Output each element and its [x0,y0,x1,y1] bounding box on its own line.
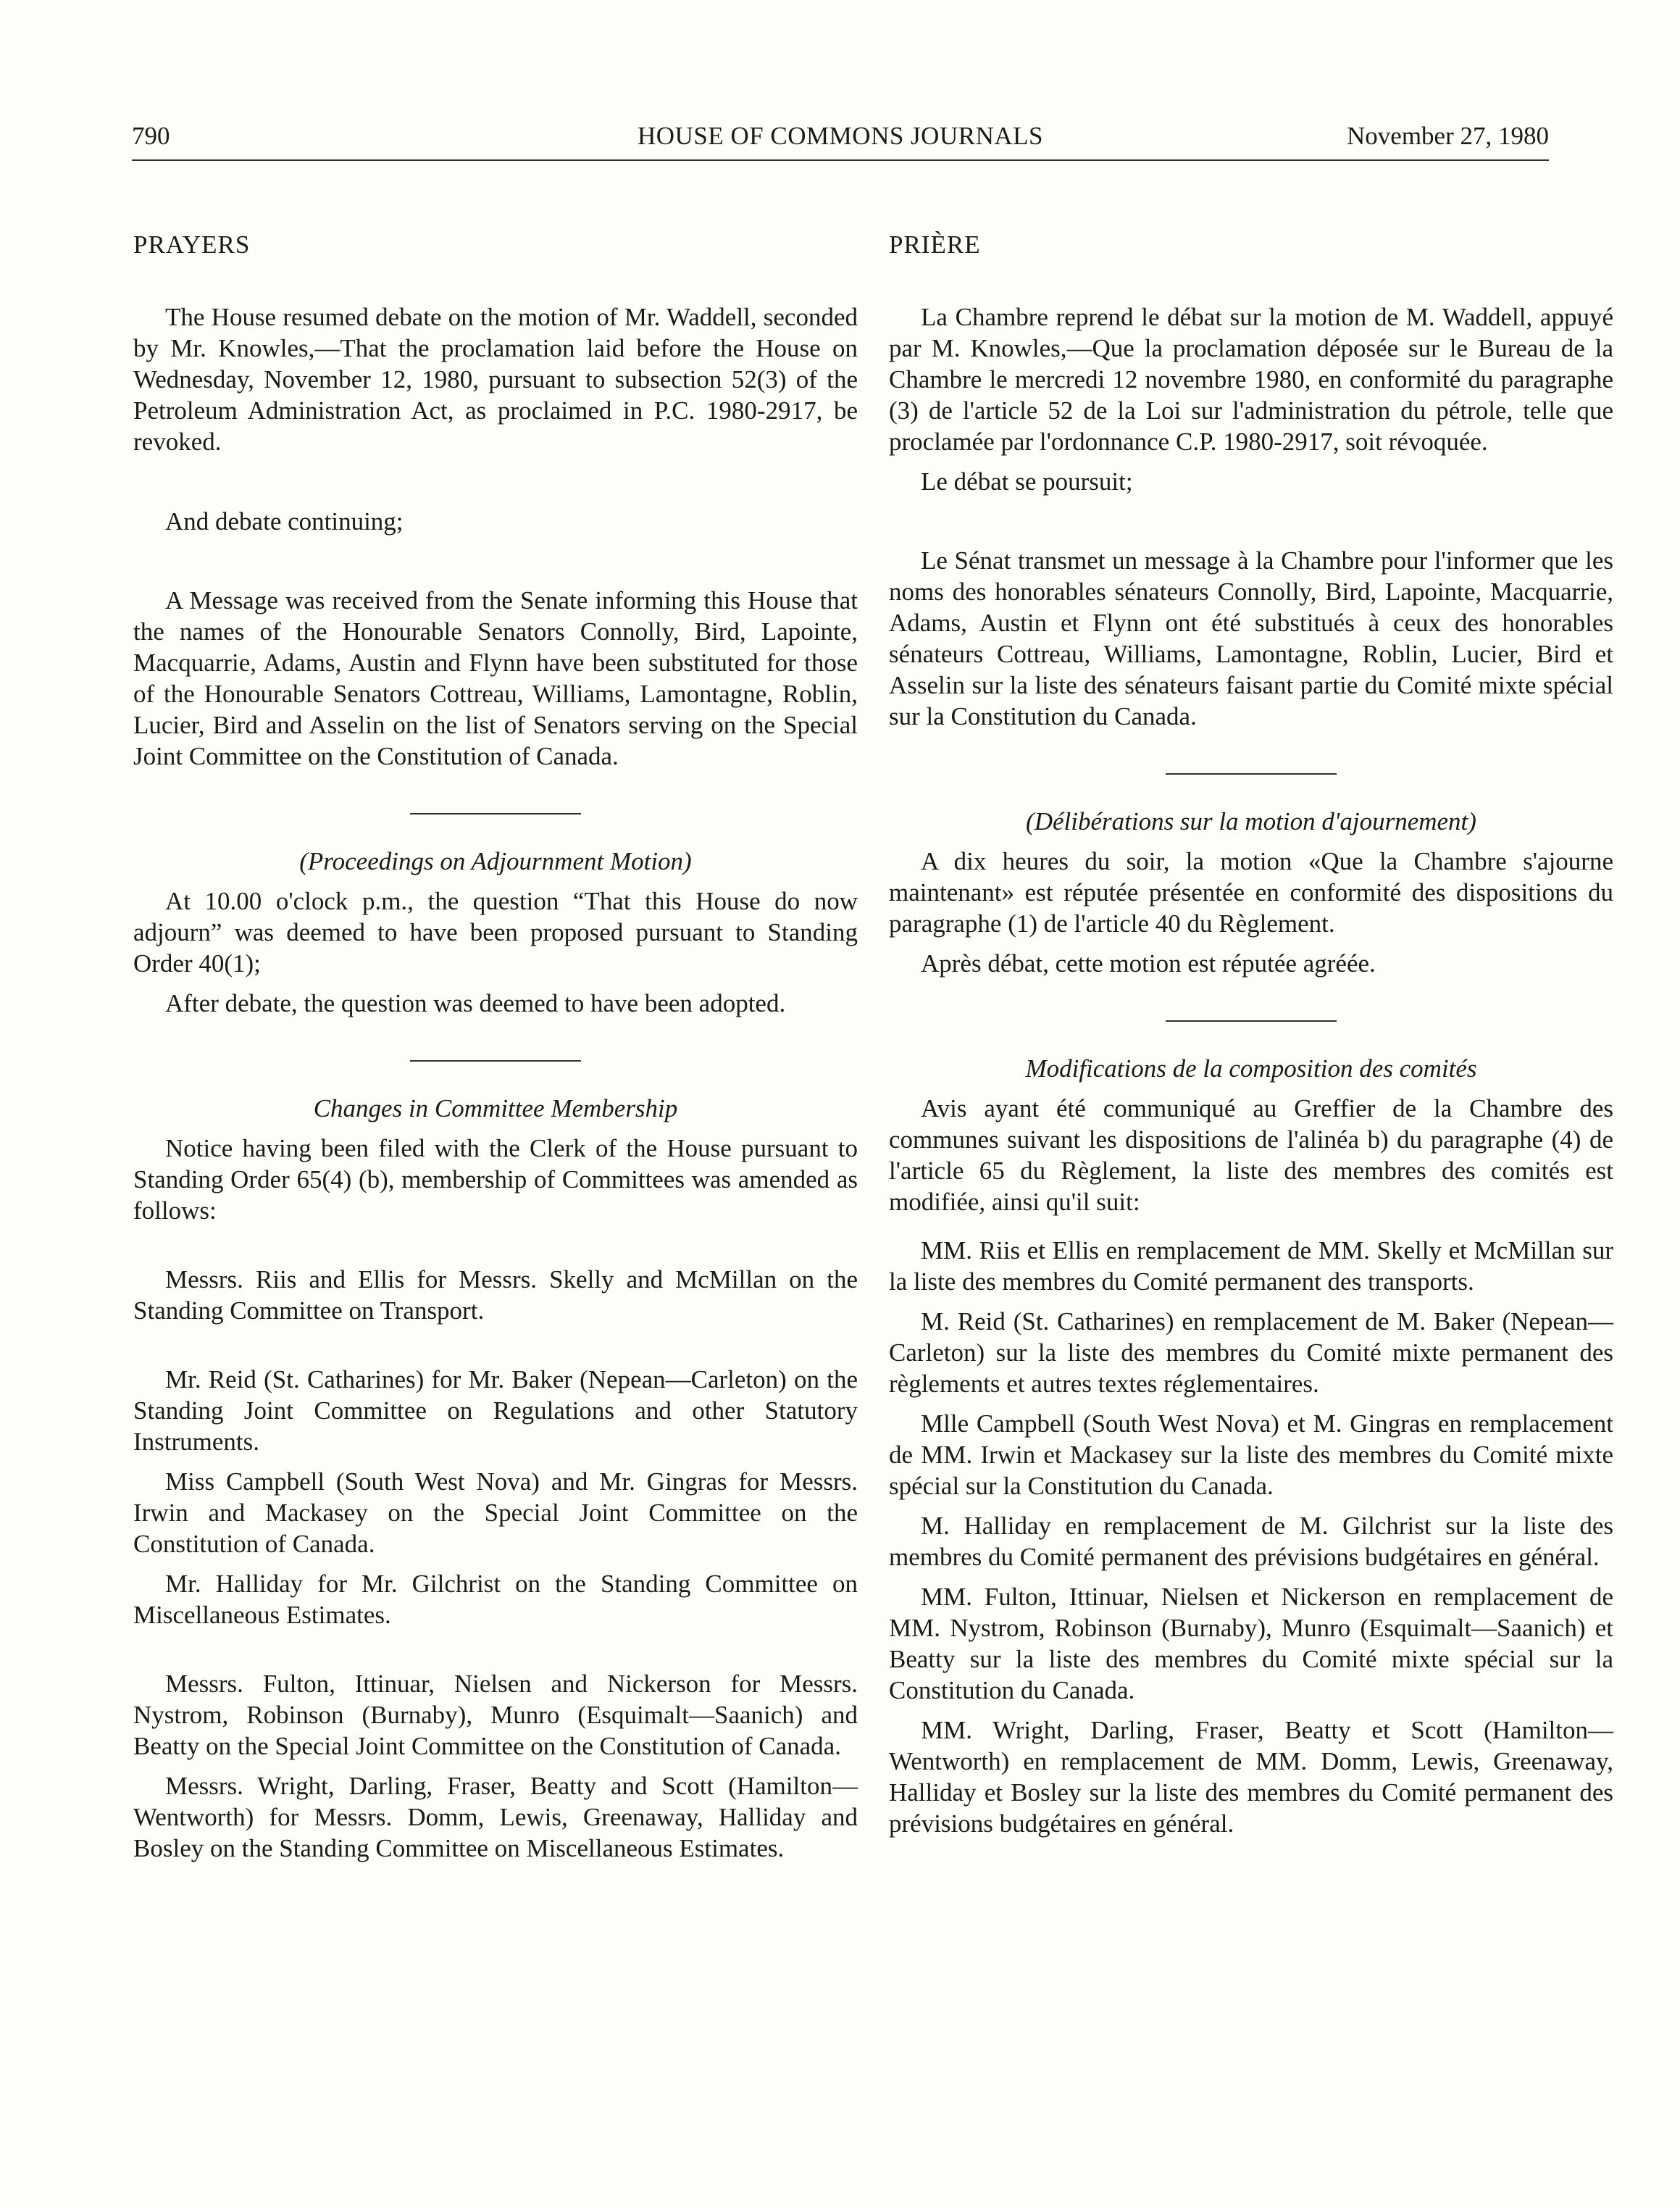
committee-change: M. Reid (St. Catharines) en remplacement de M. Baker (Nepean—Carleton) sur la liste des membres du Comité mixte permanent des règlements et autres textes réglementaires. [889,1307,1613,1398]
committee-change: Messrs. Wright, Darling, Fraser, Beatty and Scott (Hamilton—Wentworth) for Messrs. Domm, Lewis, Greenaway, Halliday and Bosley on the Standing Committee on Miscellaneous Estimates. [133,1772,858,1862]
french-column [889,217,1613,1839]
committee-change: Mlle Campbell (South West Nova) et M. Gingras en remplacement de MM. Irwin et Mackasey sur la liste des membres du Comité mixte spécial sur la Constitution du Canada. [889,1409,1613,1500]
committee-change: MM. Riis et Ellis en remplacement de MM. Skelly et McMillan sur la liste des membres du Comité permanent des transports. [889,1236,1613,1296]
committee-heading: Changes in Committee Membership [313,1094,678,1122]
committee-notice: Avis ayant été communiqué au Greffier de la Chambre des communes suivant les dispositions de l'alinéa b) du paragraphe (4) de l'article 65 du Règlement, la liste des membres des comités est modifiée, ainsi qu'il suit: [889,1094,1613,1216]
adjournment-heading: (Délibérations sur la motion d'ajournement) [1026,807,1476,836]
journal-title: HOUSE OF COMMONS JOURNALS [638,122,1043,150]
committee-notice: Notice having been filed with the Clerk of the House pursuant to Standing Order 65(4) (b), membership of Committees was amended as follows: [133,1134,858,1225]
adjournment-heading: (Proceedings on Adjournment Motion) [299,847,692,875]
section-divider [1166,1020,1337,1022]
committee-change: Messrs. Fulton, Ittinuar, Nielsen and Nickerson for Messrs. Nystrom, Robinson (Burnaby), Munro (Esquimalt—Saanich) and Beatty on the Special Joint Committee on the Constitution of Canada. [133,1670,858,1760]
page-header [132,122,1549,161]
committee-change: MM. Fulton, Ittinuar, Nielsen et Nickerson en remplacement de MM. Nystrom, Robinson (Burnaby), Munro (Esquimalt—Saanich) et Beatty sur la liste des membres du Comité mixte spécial sur la Constitution du Canada. [889,1583,1613,1704]
page-number: 790 [132,122,170,150]
section-divider [1166,773,1337,775]
adjournment-result: After debate, the question was deemed to have been adopted. [165,989,786,1017]
journal-date: November 27, 1980 [1347,122,1549,150]
english-column [133,217,858,1864]
motion-paragraph: La Chambre reprend le débat sur la motion de M. Waddell, appuyé par M. Knowles,—Que la proclamation déposée sur le Bureau de la Chambre le mercredi 12 novembre 1980, en conformité du paragraphe (3) de l'article 52 de la Loi sur l'administration du pétrole, telle que proclamée par l'ordonnance C.P. 1980-2917, soit révoquée. [889,303,1613,456]
section-divider [410,813,581,815]
section-divider [410,1060,581,1062]
committee-heading: Modifications de la composition des comités [1025,1054,1477,1083]
prayers-heading: PRAYERS [133,230,251,259]
committee-change: Mr. Reid (St. Catharines) for Mr. Baker (Nepean—Carleton) on the Standing Joint Committee on Regulations and other Statutory Instruments. [133,1365,858,1456]
motion-paragraph: The House resumed debate on the motion of Mr. Waddell, seconded by Mr. Knowles,—That the proclamation laid before the House on Wednesday, November 12, 1980, pursuant to subsection 52(3) of the Petroleum Administration Act, as proclaimed in P.C. 1980-2917, be revoked. [133,303,858,456]
senate-message: A Message was received from the Senate informing this House that the names of the Honourable Senators Connolly, Bird, Lapointe, Macquarrie, Adams, Austin and Flynn have been substituted for those of the Honourable Senators Cottreau, Williams, Lamontagne, Roblin, Lucier, Bird and Asselin on the list of Senators serving on the Special Joint Committee on the Constitution of Canada. [133,586,858,770]
senate-message: Le Sénat transmet un message à la Chambre pour l'informer que les noms des honorables sénateurs Connolly, Bird, Lapointe, Macquarrie, Adams, Austin et Flynn ont été substitués à ceux des honorables sénateurs Cottreau, Williams, Lamontagne, Roblin, Lucier, Bird et Asselin sur la liste des sénateurs faisant partie du Comité mixte spécial sur la Constitution du Canada. [889,546,1613,730]
debate-continuing: And debate continuing; [165,507,404,536]
adjournment-paragraph: A dix heures du soir, la motion «Que la Chambre s'ajourne maintenant» est réputée présentée en conformité des dispositions du paragraphe (1) de l'article 40 du Règlement. [889,847,1613,938]
adjournment-paragraph: At 10.00 o'clock p.m., the question “That this House do now adjourn” was deemed to have been proposed pursuant to Standing Order 40(1); [133,887,858,978]
committee-change: MM. Wright, Darling, Fraser, Beatty et Scott (Hamilton—Wentworth) en remplacement de MM. Domm, Lewis, Greenaway, Halliday et Bosley sur la liste des membres du Comité permanent des prévisions budgétaires en général. [889,1716,1613,1838]
committee-change: Messrs. Riis and Ellis for Messrs. Skelly and McMillan on the Standing Committee on Transport. [133,1265,858,1325]
adjournment-result: Après débat, cette motion est réputée agréée. [921,949,1376,978]
debate-continuing: Le débat se poursuit; [921,467,1133,496]
committee-change: Miss Campbell (South West Nova) and Mr. Gingras for Messrs. Irwin and Mackasey on the Special Joint Committee on the Constitution of Canada. [133,1467,858,1558]
priere-heading: PRIÈRE [889,230,981,259]
committee-change: Mr. Halliday for Mr. Gilchrist on the Standing Committee on Miscellaneous Estimates. [133,1570,858,1629]
committee-change: M. Halliday en remplacement de M. Gilchrist sur la liste des membres du Comité permanent des prévisions budgétaires en général. [889,1512,1613,1571]
